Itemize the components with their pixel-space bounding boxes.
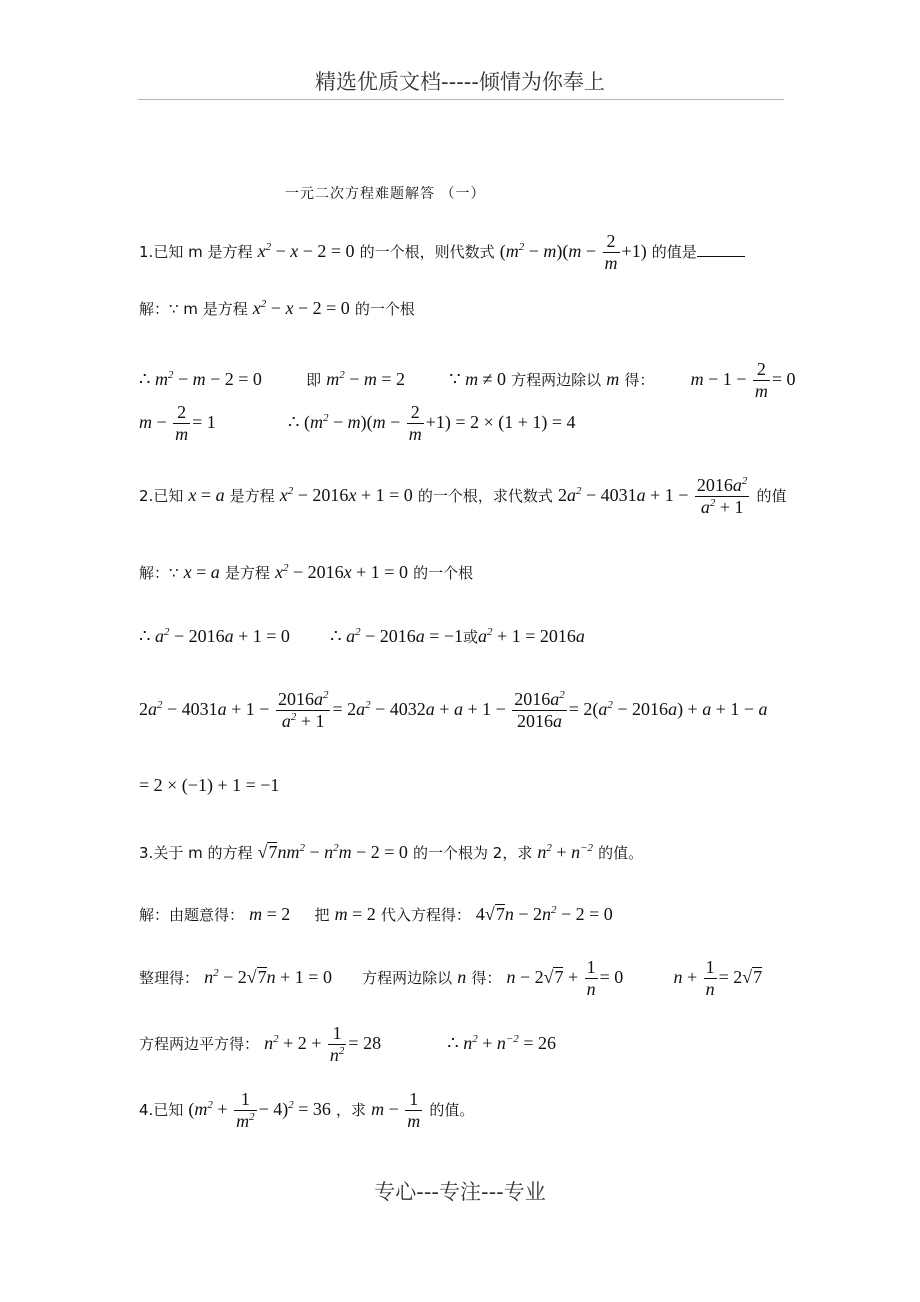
solution-text: 即 — [306, 370, 322, 389]
solution-3-line-3: 方程两边平方得： $n^2 + 2$ + $\frac{1}{n^2}$ = 28 ∴ $n^2 + n^{-2} = 26$ — [139, 1023, 556, 1065]
document-title: 一元二次方程难题解答 （一） — [285, 186, 486, 202]
solution-text: 得： — [471, 968, 502, 987]
solution-text: 得： — [624, 370, 655, 389]
problem-text: ，求 — [335, 1100, 366, 1119]
page-header: 精选优质文档-----倾情为你奉上 — [315, 70, 605, 94]
solution-text: 或 — [463, 628, 479, 646]
problem-text: 的一个根为 2，求 — [413, 844, 533, 862]
problem-text: 的值。 — [429, 1100, 475, 1119]
problem-text: 是方程 — [229, 486, 275, 505]
problem-4: 4.已知 ($m^2$ + $\frac{1}{m^2}$ − 4)$^2$ = 36 ，求 m − $\frac{1}{m}$ 的值。 — [139, 1089, 475, 1131]
solution-text: 的一个根 — [413, 564, 474, 582]
solution-2-line-1: 解：∵ x = a 是方程 $x^2 - 2016x + 1 = 0$ 的一个根 — [139, 562, 474, 582]
answer-blank[interactable] — [697, 242, 745, 257]
solution-text: 整理得： — [139, 968, 200, 987]
problem-text: 已知 — [153, 1100, 184, 1119]
solution-text: 把 — [314, 906, 330, 924]
problem-text: 已知 — [153, 486, 184, 505]
solution-text: 的一个根 — [354, 300, 415, 318]
problem-number: 2. — [139, 486, 154, 505]
solution-text: 方程两边平方得： — [139, 1034, 260, 1053]
problem-text: 的值。 — [598, 844, 644, 862]
page-footer: 专心---专注---专业 — [374, 1180, 546, 1204]
solution-1-line-1: 解：∵ m 是方程 $x^2 - x - 2 = 0$ 的一个根 — [139, 298, 415, 318]
problem-number: 4. — [139, 1100, 154, 1119]
solution-text: 解：由题意得： — [139, 906, 245, 924]
problem-1: 1.已知 m 是方程 $x^2 - x - 2 = 0$ 的一个根，则代数式 $(m^2 - m)(m$ − $\frac{2}{m}$ +1) 的值是 — [139, 232, 745, 273]
problem-3: 3.关于 m 的方程 $√7nm^2 - n^2m - 2 = 0$ 的一个根为 2，求 $n^2 + n^{-2}$ 的值。 — [139, 842, 644, 862]
solution-text: 方程两边除以 — [362, 968, 453, 987]
problem-text: 的一个根，则代数式 — [359, 242, 495, 261]
problem-number: 3. — [139, 844, 154, 862]
header-divider — [138, 99, 784, 100]
solution-2-line-3: $2a^2 - 4031a + 1$ − $\frac{2016a^2}{a^2 + 1}$ = $2a^2 - 4032a + a + 1$ − $\frac{2016a^2}{2016a}$ = $2(a^2 - 2016a) + a + 1 - a$ — [139, 689, 768, 731]
solution-text: 代入方程得： — [380, 906, 471, 924]
problem-2: 2.已知 x = a 是方程 $x^2 - 2016x + 1 = 0$ 的一个根，求代数式 $2a^2 - 4031a + 1$ − $\frac{2016a^2}{a^2 + 1}$ 的值 — [139, 475, 787, 517]
solution-text: 解：∵ m 是方程 — [139, 300, 248, 318]
solution-2-line-2: ∴ $a^2 - 2016a + 1 = 0$ ∴ $a^2 - 2016a = -1$或$a^2 + 1 = 2016a$ — [139, 626, 585, 646]
problem-number: 1. — [139, 242, 154, 261]
solution-1-line-3: m − $\frac{2}{m}$ = 1 ∴ $(m^2 - m)(m$ − $\frac{2}{m}$ +1) = 2 × (1 + 1) = 4 — [139, 402, 576, 444]
solution-text: 是方程 — [224, 564, 270, 582]
problem-text: 的值是 — [651, 242, 697, 261]
solution-text: 方程两边除以 — [511, 370, 602, 389]
problem-text: 的一个根，求代数式 — [417, 486, 553, 505]
problem-text: 已知 m 是方程 — [153, 242, 253, 261]
solution-2-line-4: = 2 × (−1) + 1 = −1 — [139, 775, 280, 795]
problem-text: 关于 m 的方程 — [153, 844, 253, 862]
solution-1-line-2: ∴ $m^2 - m - 2 = 0$ 即 $m^2 - m = 2$ ∵ m ≠ 0 方程两边除以 m 得： m − 1 − $\frac{2}{m}$ = 0 — [139, 359, 796, 401]
problem-text: 的值 — [756, 486, 787, 505]
solution-text: 解：∵ — [139, 564, 179, 582]
solution-3-line-2: 整理得： $n^2 - 2√7n + 1 = 0$ 方程两边除以 n 得： n − 2√7 + $\frac{1}{n}$ = 0 n + $\frac{1}{n}$ = 2√7 — [139, 957, 763, 999]
solution-3-line-1: 解：由题意得： m = 2 把 m = 2 代入方程得： $4√7n - 2n^2 - 2 = 0$ — [139, 904, 613, 924]
